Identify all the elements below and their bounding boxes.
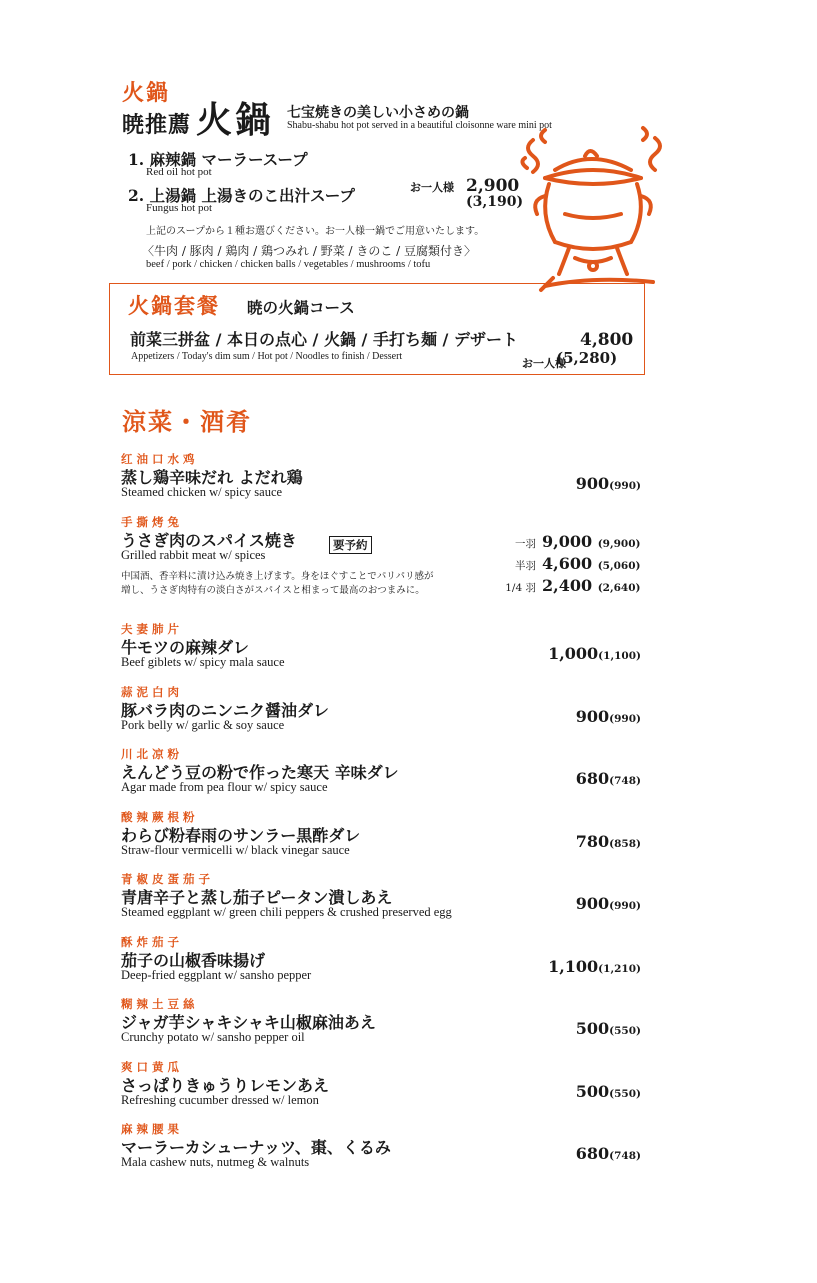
item-japanese-name: うさぎ肉のスパイス焼き xyxy=(121,531,297,550)
item-price-tax: (990) xyxy=(609,900,641,912)
hotpot-subtitle-en: Shabu-shabu hot pot served in a beautiful cloisonne ware mini pot xyxy=(287,120,552,131)
rabbit-price-half: 半羽 4,600 (5,060) xyxy=(515,554,641,573)
course-items-en: Appetizers / Today's dim sum / Hot pot / Noodles to finish / Dessert xyxy=(131,351,403,362)
item-japanese-name: さっぱりきゅうりレモンあえ xyxy=(121,1076,330,1095)
item-japanese-name: 牛モツの麻辣ダレ xyxy=(121,638,250,657)
item-chinese-name: 酥炸茄子 xyxy=(121,935,183,949)
hotpot-recommend-label: 暁推薦 xyxy=(122,112,192,138)
menu-item xyxy=(121,1059,641,1119)
course-price-unit: お一人様 xyxy=(522,357,566,370)
item-english-name: Beef giblets w/ spicy mala sauce xyxy=(121,655,285,669)
hotpot-title: 火鍋 xyxy=(196,99,275,141)
item-price-tax: (748) xyxy=(609,775,641,787)
menu-item xyxy=(121,1121,641,1181)
item-price: 680(748) xyxy=(575,769,641,788)
item-japanese-name: えんどう豆の粉で作った寒天 辛味ダレ xyxy=(121,763,399,782)
item-price: 500(550) xyxy=(575,1019,641,1038)
course-price-tax: (5,280) xyxy=(556,349,618,367)
item-price-tax: (990) xyxy=(609,713,641,725)
rabbit-price-whole: 一羽 9,000 (9,900) xyxy=(515,532,641,551)
item-english-name: Straw-flour vermicelli w/ black vinegar sauce xyxy=(121,843,350,857)
menu-item xyxy=(121,996,641,1056)
item-japanese-name: 豚バラ肉のニンニク醤油ダレ xyxy=(121,701,330,720)
rabbit-price-quarter: 1/4 羽 2,400 (2,640) xyxy=(505,576,641,595)
menu-item xyxy=(121,746,641,806)
item-chinese-name: 手撕烤兔 xyxy=(121,515,183,529)
hotpot-note: 上記のスープから１種お選びください。お一人様一鍋でご用意いたします。 xyxy=(146,226,485,237)
hotpot-subtitle-ja: 七宝焼きの美しい小さめの鍋 xyxy=(287,105,469,121)
item-price-tax: (858) xyxy=(609,838,641,850)
item-price: 680(748) xyxy=(575,1144,641,1163)
item-english-name: Pork belly w/ garlic & soy sauce xyxy=(121,718,285,732)
item-english-name: Steamed chicken w/ spicy sauce xyxy=(121,485,283,499)
menu-item xyxy=(121,684,641,744)
item-english-name: Steamed eggplant w/ green chili peppers & crushed preserved egg xyxy=(121,905,452,919)
item-chinese-name: 夫妻肺片 xyxy=(121,622,183,636)
item-japanese-name: ジャガ芋シャキシャキ山椒麻油あえ xyxy=(121,1013,376,1032)
menu-item xyxy=(121,871,641,931)
item-price: 900(990) xyxy=(575,474,641,493)
menu-item xyxy=(121,451,641,511)
reservation-required-badge: 要予約 xyxy=(329,536,372,554)
menu-item xyxy=(121,621,641,681)
item-english-name: Refreshing cucumber dressed w/ lemon xyxy=(121,1093,319,1107)
item-chinese-name: 麻辣腰果 xyxy=(121,1122,183,1136)
course-title: 火鍋套餐 xyxy=(128,294,220,318)
hotpot-illustration-icon xyxy=(505,118,680,298)
item-chinese-name: 青椒皮蛋茄子 xyxy=(121,872,214,886)
soup-option-1-en: Red oil hot pot xyxy=(146,166,212,178)
hotpot-section-title: 火鍋 xyxy=(122,81,171,106)
item-price: 1,100(1,210) xyxy=(548,957,641,976)
item-chinese-name: 酸辣蕨根粉 xyxy=(121,810,199,824)
item-price: 780(858) xyxy=(575,832,641,851)
item-chinese-name: 蒜泥白肉 xyxy=(121,685,183,699)
soup-option-2-en: Fungus hot pot xyxy=(146,202,213,214)
course-subtitle: 暁の火鍋コース xyxy=(247,298,355,317)
item-english-name: Grilled rabbit meat w/ spices xyxy=(121,548,266,562)
item-price: 900(990) xyxy=(575,894,641,913)
soup-option-2-ja: 2. 上湯鍋 上湯きのこ出汁スープ xyxy=(128,186,355,205)
item-price: 1,000(1,100) xyxy=(548,644,641,663)
item-chinese-name: 爽口黄瓜 xyxy=(121,1060,183,1074)
hotpot-ingredients-ja: 〈牛肉 / 豚肉 / 鶏肉 / 鶏つみれ / 野菜 / きのこ / 豆腐類付き〉 xyxy=(142,244,477,258)
item-price-tax: (550) xyxy=(609,1025,641,1037)
item-price: 900(990) xyxy=(575,707,641,726)
item-english-name: Deep-fried eggplant w/ sansho pepper xyxy=(121,968,312,982)
item-japanese-name: マーラーカシューナッツ、棗、くるみ xyxy=(121,1138,391,1157)
rabbit-note: 中国酒、香辛料に漬け込み焼き上げます。身をほぐすことでパリパリ感が増し、うさぎ肉特有の淡白さがスパイスと相まって最高のおつまみに。 xyxy=(121,571,434,596)
course-items-ja: 前菜三拼盆 / 本日の点心 / 火鍋 / 手打ち麺 / デザート xyxy=(130,330,518,349)
item-price-tax: (550) xyxy=(609,1088,641,1100)
menu-item xyxy=(121,934,641,994)
item-price-tax: (748) xyxy=(609,1150,641,1162)
item-chinese-name: 红油口水鸡 xyxy=(121,452,199,466)
item-japanese-name: 蒸し鶏辛味だれ よだれ鶏 xyxy=(121,468,303,487)
item-chinese-name: 糊辣土豆絲 xyxy=(121,997,199,1011)
item-price-tax: (1,210) xyxy=(598,963,641,975)
item-chinese-name: 川北凉粉 xyxy=(121,747,183,761)
hotpot-price: 2,900 xyxy=(466,176,520,196)
item-english-name: Agar made from pea flour w/ spicy sauce xyxy=(121,780,328,794)
course-price: 4,800 xyxy=(580,330,634,350)
item-japanese-name: わらび粉春雨のサンラー黒酢ダレ xyxy=(121,826,361,845)
item-price-tax: (1,100) xyxy=(598,650,641,662)
hotpot-ingredients-en: beef / pork / chicken / chicken balls / vegetables / mushrooms / tofu xyxy=(146,259,431,270)
item-english-name: Crunchy potato w/ sansho pepper oil xyxy=(121,1030,305,1044)
cold-dishes-title: 涼菜・酒肴 xyxy=(122,408,252,436)
menu-item xyxy=(121,809,641,869)
soup-option-1-ja: 1. 麻辣鍋 マーラースープ xyxy=(128,150,308,169)
item-english-name: Mala cashew nuts, nutmeg & walnuts xyxy=(121,1155,310,1169)
item-japanese-name: 茄子の山椒香味揚げ xyxy=(121,951,266,970)
hotpot-price-tax: (3,190) xyxy=(466,194,524,210)
item-price-tax: (990) xyxy=(609,480,641,492)
item-price: 500(550) xyxy=(575,1082,641,1101)
hotpot-price-unit: お一人様 xyxy=(410,181,454,194)
item-japanese-name: 青唐辛子と蒸し茄子ピータン潰しあえ xyxy=(121,888,393,907)
